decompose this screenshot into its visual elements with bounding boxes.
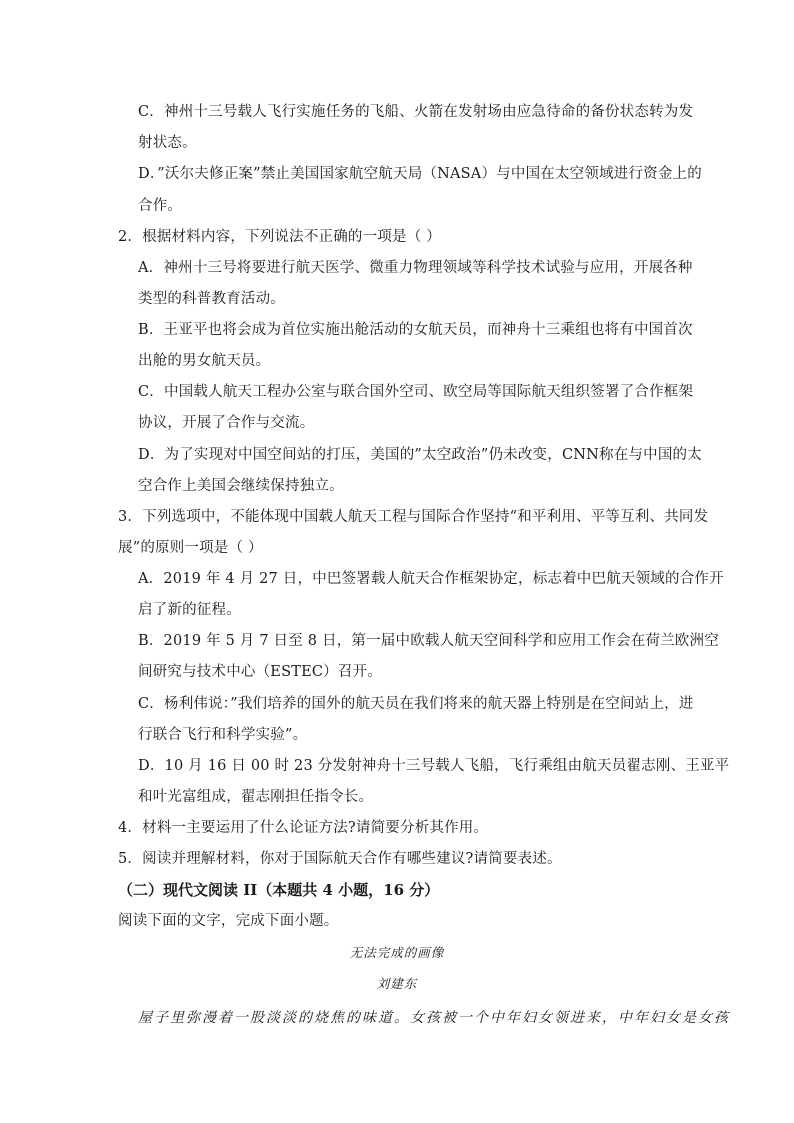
- q2-option-a-line1: A．神州十三号将要进行航天医学、微重力物理领域等科学技术试验与应用，开展各种: [138, 260, 693, 276]
- q3-option-c-line1: C．杨利伟说：”我们培养的国外的航天员在我们将来的航天器上特别是在空间站上，进: [138, 696, 694, 712]
- q3-option-d-line1: D．10 月 16 日 00 时 23 分发射神舟十三号载人飞船，飞行乘组由航天员翟志刚、王亚平: [138, 758, 730, 774]
- q2-option-d-line1: D．为了实现对中国空间站的打压，美国的”太空政治”仍未改变，CNN称在与中国的太: [138, 447, 702, 463]
- q2-option-b-line2: 出舱的男女航天员。: [138, 353, 271, 369]
- q3-option-d-line2: 和叶光富组成，翟志刚担任指令长。: [138, 789, 374, 805]
- q3-stem-line2: 展”的原则一项是（ ）: [118, 540, 263, 556]
- q4-stem: 4．材料一主要运用了什么论证方法?请简要分析其作用。: [118, 820, 489, 836]
- q1-option-d-line2: 合作。: [138, 198, 183, 214]
- story-paragraph-1: 屋子里弥漫着一股淡淡的烧焦的味道。女孩被一个中年妇女领进来，中年妇女是女孩: [138, 1010, 730, 1026]
- q1-option-c-line2: 射状态。: [138, 135, 197, 151]
- q2-option-c-line2: 协议，开展了合作与交流。: [138, 415, 315, 431]
- q1-option-c-line1: C．神州十三号载人飞行实施任务的飞船、火箭在发射场由应急待命的备份状态转为发: [138, 104, 694, 120]
- q3-option-a-line2: 启了新的征程。: [138, 602, 241, 618]
- q3-option-b-line1: B．2019 年 5 月 7 日至 8 日，第一届中欧载人航天空间科学和应用工作会在荷兰欧洲空: [138, 633, 719, 649]
- q3-option-c-line2: 行联合飞行和科学实验”。: [138, 727, 308, 743]
- q2-stem: 2．根据材料内容，下列说法不正确的一项是（ ）: [118, 229, 441, 245]
- section-heading: （二）现代文阅读 II（本题共 4 小题，16 分）: [118, 881, 440, 899]
- q3-option-a-line1: A．2019 年 4 月 27 日，中巴签署载人航天合作框架协定，标志着中巴航天领域的合作开: [138, 571, 724, 587]
- story-title: 无法完成的画像: [349, 945, 445, 960]
- section-instruction: 阅读下面的文字，完成下面小题。: [118, 913, 339, 929]
- q2-option-a-line2: 类型的科普教育活动。: [138, 291, 285, 307]
- q2-option-b-line1: B．王亚平也将会成为首位实施出舱活动的女航天员，而神舟十三乘组也将有中国首次: [138, 322, 693, 338]
- story-author: 刘建东: [376, 976, 418, 991]
- q3-option-b-line2: 间研究与技术中心（ESTEC）召开。: [138, 664, 382, 680]
- q2-option-d-line2: 空合作上美国会继续保持独立。: [138, 478, 344, 494]
- q5-stem: 5．阅读并理解材料，你对于国际航天合作有哪些建议?请简要表述。: [118, 851, 562, 867]
- q2-option-c-line1: C．中国载人航天工程办公室与联合国外空司、欧空局等国际航天组织签署了合作框架: [138, 384, 694, 400]
- q3-stem-line1: 3．下列选项中，不能体现中国载人航天工程与国际合作坚持“和平利用、平等互利、共同发: [118, 509, 709, 525]
- q1-option-d-line1: D．”沃尔夫修正案”禁止美国国家航空航天局（NASA）与中国在太空领域进行资金上的: [138, 166, 702, 182]
